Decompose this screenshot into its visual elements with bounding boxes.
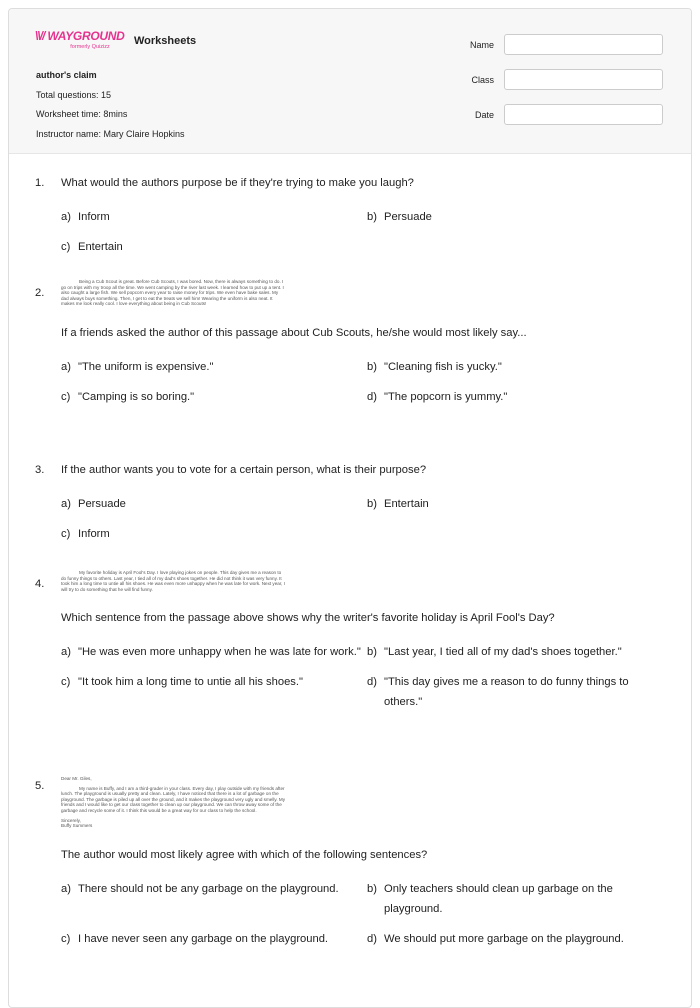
- question-text: Which sentence from the passage above shows why the writer's favorite holiday is April Fool's Day?: [61, 612, 555, 625]
- option-text: Inform: [78, 211, 110, 223]
- option-letter: d): [367, 390, 377, 403]
- option-letter: a): [61, 498, 71, 510]
- answer-options: [61, 879, 675, 949]
- answer-option[interactable]: [61, 207, 367, 227]
- question-1: [35, 177, 675, 257]
- answer-option[interactable]: [367, 357, 667, 377]
- question-4: [35, 570, 675, 712]
- answer-option[interactable]: [61, 387, 367, 407]
- question-text: If the author wants you to vote for a certain person, what is their purpose?: [61, 464, 427, 476]
- class-label: Class: [471, 74, 494, 85]
- option-text: "This day gives me a reason to do funny things to others.": [384, 676, 629, 709]
- option-text: "He was even more unhappy when he was late for work.": [78, 646, 361, 659]
- question-number: 5.: [35, 780, 45, 792]
- name-label: Name: [469, 39, 494, 50]
- option-text: There should not be any garbage on the playground.: [78, 882, 339, 895]
- answer-option[interactable]: [61, 524, 367, 544]
- option-text: Entertain: [384, 498, 429, 510]
- worksheet-title: author's claim: [36, 70, 97, 80]
- question-5: [35, 776, 675, 949]
- wayground-logo: \\// WAYGROUND formerly Quizizz: [35, 29, 125, 50]
- passage-image: [61, 570, 286, 592]
- option-text: Persuade: [384, 211, 432, 223]
- option-letter: a): [61, 882, 71, 895]
- answer-options: [61, 207, 675, 257]
- question-number: 3.: [35, 464, 45, 476]
- passage-text: Sincerely,: [61, 817, 81, 823]
- question-text: What would the authors purpose be if they're trying to make you laugh?: [61, 177, 414, 189]
- option-text: "The uniform is expensive.": [78, 360, 214, 373]
- option-letter: c): [61, 390, 71, 403]
- option-letter: b): [367, 360, 377, 373]
- option-letter: c): [61, 241, 71, 253]
- option-text: "Camping is so boring.": [78, 390, 195, 403]
- brand-sub: formerly Quizizz: [70, 44, 110, 50]
- option-text: Entertain: [78, 241, 123, 253]
- question-3: [35, 464, 675, 544]
- question-text: The author would most likely agree with which of the following sentences?: [61, 848, 428, 861]
- answer-option[interactable]: [367, 494, 667, 514]
- option-letter: d): [367, 932, 377, 945]
- worksheet-meta: [36, 66, 185, 144]
- answer-options: [61, 357, 675, 407]
- answer-option[interactable]: [61, 929, 367, 949]
- answer-option[interactable]: [61, 494, 367, 514]
- worksheet: [8, 8, 692, 1008]
- worksheet-header: [9, 9, 691, 154]
- option-text: Persuade: [78, 498, 126, 510]
- answer-option[interactable]: [61, 879, 367, 919]
- option-text: I have never seen any garbage on the playground.: [78, 932, 329, 945]
- answer-options: [61, 642, 675, 712]
- passage-text: My favorite holiday is April Fool's Day. I love playing jokes on people. This day gives me a reason to do funny things to others. Last year, I tied all of my dad's shoes together. He did not think it was very funny. It took him a long time to untie all his shoes. He was even more unhappy when he was late for work. Next year, I will try to do something that he will find funny.: [61, 570, 285, 592]
- date-field[interactable]: [504, 104, 663, 125]
- answer-option[interactable]: [367, 929, 667, 949]
- class-field[interactable]: [504, 69, 663, 90]
- option-letter: a): [61, 211, 71, 223]
- question-text: If a friends asked the author of this passage about Cub Scouts, he/she would most likely say...: [61, 326, 527, 339]
- answer-option[interactable]: [367, 207, 667, 227]
- option-text: "It took him a long time to untie all his shoes.": [78, 676, 303, 689]
- option-letter: b): [367, 646, 377, 659]
- answer-option[interactable]: [61, 642, 367, 662]
- option-letter: c): [61, 528, 71, 540]
- passage-text: Buffy Summers: [61, 823, 93, 829]
- date-label: Date: [474, 109, 494, 120]
- option-text: "Last year, I tied all of my dad's shoes together.": [384, 646, 622, 659]
- option-letter: c): [61, 676, 71, 689]
- app-name: Worksheets: [134, 35, 197, 47]
- worksheet-time: Worksheet time: 8mins: [36, 109, 128, 119]
- answer-option[interactable]: [61, 672, 367, 712]
- question-number: 4.: [35, 578, 45, 590]
- name-field[interactable]: [504, 34, 663, 55]
- answer-option[interactable]: [367, 387, 667, 407]
- option-letter: d): [367, 676, 377, 689]
- instructor-name: Instructor name: Mary Claire Hopkins: [36, 128, 185, 139]
- option-text: We should put more garbage on the playground.: [384, 932, 624, 945]
- option-letter: b): [367, 498, 377, 510]
- passage-text: Dear Mr. Giles,: [61, 776, 92, 781]
- question-number: 2.: [35, 287, 45, 299]
- answer-option[interactable]: [367, 879, 667, 919]
- passage-text: My name is Buffy, and I am a third-grader in your class. Every day, I play outside with my friends after lunch. The playground is usually pretty and clean. Lately, I have noticed that there is a lot of garbage on the playground. The garbage is piled up all over the ground, and it makes the playground very ugly and smelly. My friends and I would like to get our class together to clean up our playground. We can throw away some of the garbage and recycle some of it. I think this would be a great way for our class to help the school.: [61, 785, 286, 813]
- option-text: "Cleaning fish is yucky.": [384, 360, 502, 373]
- passage-image: [61, 776, 286, 829]
- brand-name: WAYGROUND: [47, 29, 125, 43]
- option-letter: a): [61, 360, 71, 373]
- option-letter: b): [367, 882, 377, 895]
- answer-option[interactable]: [367, 642, 667, 662]
- answer-option[interactable]: [367, 672, 667, 712]
- student-fields: [470, 34, 663, 139]
- option-letter: c): [61, 932, 71, 945]
- question-number: 1.: [35, 177, 45, 189]
- question-2: [35, 279, 675, 407]
- option-text: "The popcorn is yummy.": [384, 390, 508, 403]
- option-text: Inform: [78, 528, 110, 540]
- total-questions: Total questions: 15: [36, 89, 112, 100]
- option-letter: b): [367, 211, 377, 223]
- answer-option[interactable]: [61, 357, 367, 377]
- answer-option[interactable]: [61, 237, 367, 257]
- passage-text: Being a Cub Scout is great. Before Cub Scouts, I was bored. Now, there is always something to do. I go on trips with my troop all the time. We went camping by the river last week. I learned how to put up a tent. I also caught a large fish. We sell popcorn every year to raise money for trips. We even have bake sales. My dad always buys something. Then, I get to eat the treats we sell him! Wearing the uniform is also neat. It makes me look really cool. I love everything about being in Cub Scouts!: [61, 279, 284, 307]
- option-text: Only teachers should clean up garbage on the playground.: [384, 882, 613, 915]
- answer-options: [61, 494, 675, 544]
- option-letter: a): [61, 646, 71, 659]
- passage-image: [61, 279, 286, 307]
